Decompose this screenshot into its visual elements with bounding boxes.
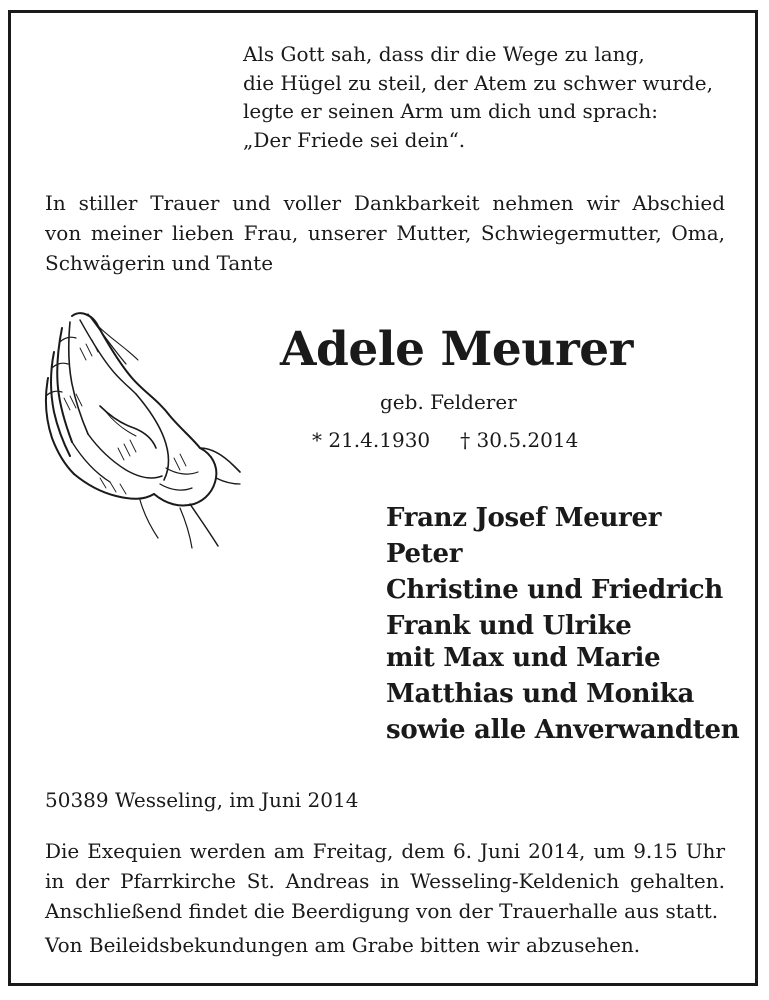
maiden-name: geb. Felderer: [380, 390, 517, 414]
intro-text: [45, 188, 725, 278]
family-entry: mit Max und Marie: [386, 643, 661, 673]
poem-line: legte er seinen Arm um dich und sprach:: [243, 99, 658, 123]
intro-line: In stiller Trauer und voller Dankbarkeit nehmen wir Abschied: [45, 191, 725, 215]
deceased-name: Adele Meurer: [280, 322, 633, 377]
birth-date: * 21.4.1930: [312, 428, 431, 452]
death-date: † 30.5.2014: [460, 428, 579, 452]
exequies-line: in der Pfarrkirche St. Andreas in Wesseling-Keldenich gehalten.: [45, 869, 725, 893]
family-entry: Franz Josef Meurer: [386, 503, 662, 533]
poem-line: die Hügel zu steil, der Atem zu schwer wurde,: [243, 70, 713, 95]
poem-line: Als Gott sah, dass dir die Wege zu lang,: [243, 42, 645, 66]
place-date: 50389 Wesseling, im Juni 2014: [45, 788, 359, 812]
life-dates: [312, 428, 578, 452]
praying-hands-icon: [40, 308, 245, 558]
family-entry: Matthias und Monika: [386, 679, 695, 709]
family-list: [386, 502, 746, 750]
intro-line: von meiner lieben Frau, unserer Mutter, Schwiegermutter, Oma,: [45, 221, 725, 245]
intro-line: Schwägerin und Tante: [45, 251, 274, 275]
family-entry: sowie alle Anverwandten: [386, 715, 740, 745]
family-entry: Christine und Friedrich: [386, 575, 723, 605]
poem-line: „Der Friede sei dein“.: [243, 127, 466, 152]
exequies-line: Anschließend findet die Beerdigung von der Trauerhalle aus statt.: [45, 899, 719, 923]
exequies-line: Die Exequien werden am Freitag, dem 6. Juni 2014, um 9.15 Uhr: [45, 839, 725, 863]
family-entry: Frank und Ulrike: [386, 611, 632, 641]
closing-note: Von Beileidsbekundungen am Grabe bitten wir abzusehen.: [45, 933, 641, 957]
exequies-text: [45, 836, 725, 926]
family-entry: Peter: [386, 539, 463, 569]
poem: [243, 40, 713, 154]
